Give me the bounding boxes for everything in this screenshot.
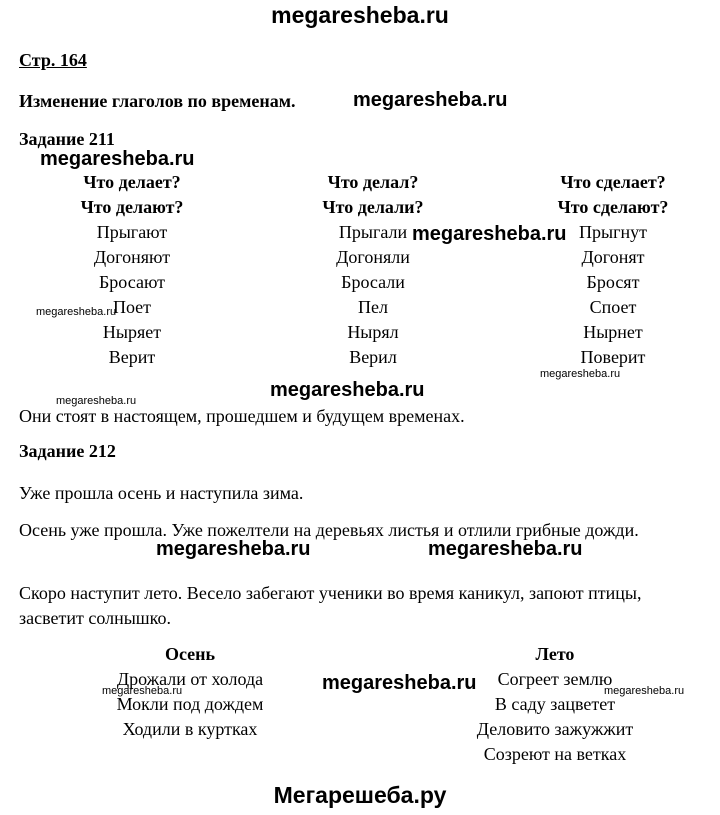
watermark: megaresheba.ru xyxy=(604,685,685,697)
site-header: megaresheba.ru xyxy=(271,2,449,28)
verb-cell: Догоняют xyxy=(93,247,171,267)
watermark: megaresheba.ru xyxy=(36,306,117,318)
list-item: В саду зацветет xyxy=(494,694,616,714)
past-tense-column xyxy=(253,170,493,370)
verb-cell: Поет xyxy=(112,297,152,317)
watermark: megaresheba.ru xyxy=(270,379,425,401)
column-question: Что делал? xyxy=(327,172,419,192)
autumn-title: Осень xyxy=(164,644,216,664)
site-footer: Мегарешеба.ру xyxy=(273,782,447,808)
watermark: megaresheba.ru xyxy=(353,89,508,111)
task-212-paragraph-3: Скоро наступит лето. Весело забегают ученики во время каникул, запоют птицы, засветит солнышко. xyxy=(19,583,642,628)
verb-cell: Бросят xyxy=(586,272,640,292)
watermark: megaresheba.ru xyxy=(428,538,583,560)
verb-cell: Ныряет xyxy=(102,322,162,342)
list-item: Ходили в куртках xyxy=(122,719,258,739)
list-item: Созреют на ветках xyxy=(483,744,627,764)
watermark: megaresheba.ru xyxy=(156,538,311,560)
watermark: megaresheba.ru xyxy=(102,685,183,697)
future-tense-column xyxy=(493,170,720,370)
page-number: Стр. 164 xyxy=(19,50,87,70)
present-tense-column xyxy=(12,170,252,370)
verb-cell: Верит xyxy=(108,347,156,367)
list-item: Дрожали от холода xyxy=(116,669,264,689)
verb-cell: Бросали xyxy=(341,272,405,292)
list-item: Согреет землю xyxy=(497,669,613,689)
verb-cell: Догоняли xyxy=(336,247,410,267)
task-212-paragraph-2: Осень уже прошла. Уже пожелтели на деревьях листья и отлили грибные дожди. xyxy=(19,520,639,540)
column-question: Что сделают? xyxy=(557,197,669,217)
verb-cell: Догонят xyxy=(581,247,645,267)
list-item: Мокли под дождем xyxy=(116,694,264,714)
watermark: megaresheba.ru xyxy=(56,395,137,407)
task-211-conclusion: Они стоят в настоящем, прошедшем и будущем временах. xyxy=(19,406,465,426)
verb-cell: Прыгали xyxy=(338,222,408,242)
list-item: Деловито зажужжит xyxy=(476,719,634,739)
column-question: Что делает? xyxy=(83,172,181,192)
column-question: Что делают? xyxy=(80,197,184,217)
verb-cell: Споет xyxy=(589,297,637,317)
summer-list xyxy=(440,641,670,767)
topic-title: Изменение глаголов по временам. xyxy=(19,91,296,111)
watermark: megaresheba.ru xyxy=(412,223,567,245)
task-212-title: Задание 212 xyxy=(19,441,116,461)
task-212-paragraph-1: Уже прошла осень и наступила зима. xyxy=(19,483,304,503)
column-question: Что делали? xyxy=(322,197,424,217)
column-question: Что сделает? xyxy=(560,172,666,192)
verb-cell: Поверит xyxy=(580,347,646,367)
verb-cell: Пел xyxy=(358,297,388,317)
verb-cell: Нырял xyxy=(347,322,399,342)
verb-cell: Бросают xyxy=(98,272,166,292)
verb-cell: Верил xyxy=(349,347,397,367)
verb-cell: Нырнет xyxy=(583,322,643,342)
watermark: megaresheba.ru xyxy=(40,148,195,170)
watermark: megaresheba.ru xyxy=(540,368,621,380)
watermark: megaresheba.ru xyxy=(322,672,477,694)
verb-cell: Прыгают xyxy=(96,222,168,242)
task-211-title: Задание 211 xyxy=(19,129,115,149)
summer-title: Лето xyxy=(535,644,575,664)
verb-cell: Прыгнут xyxy=(579,222,647,242)
